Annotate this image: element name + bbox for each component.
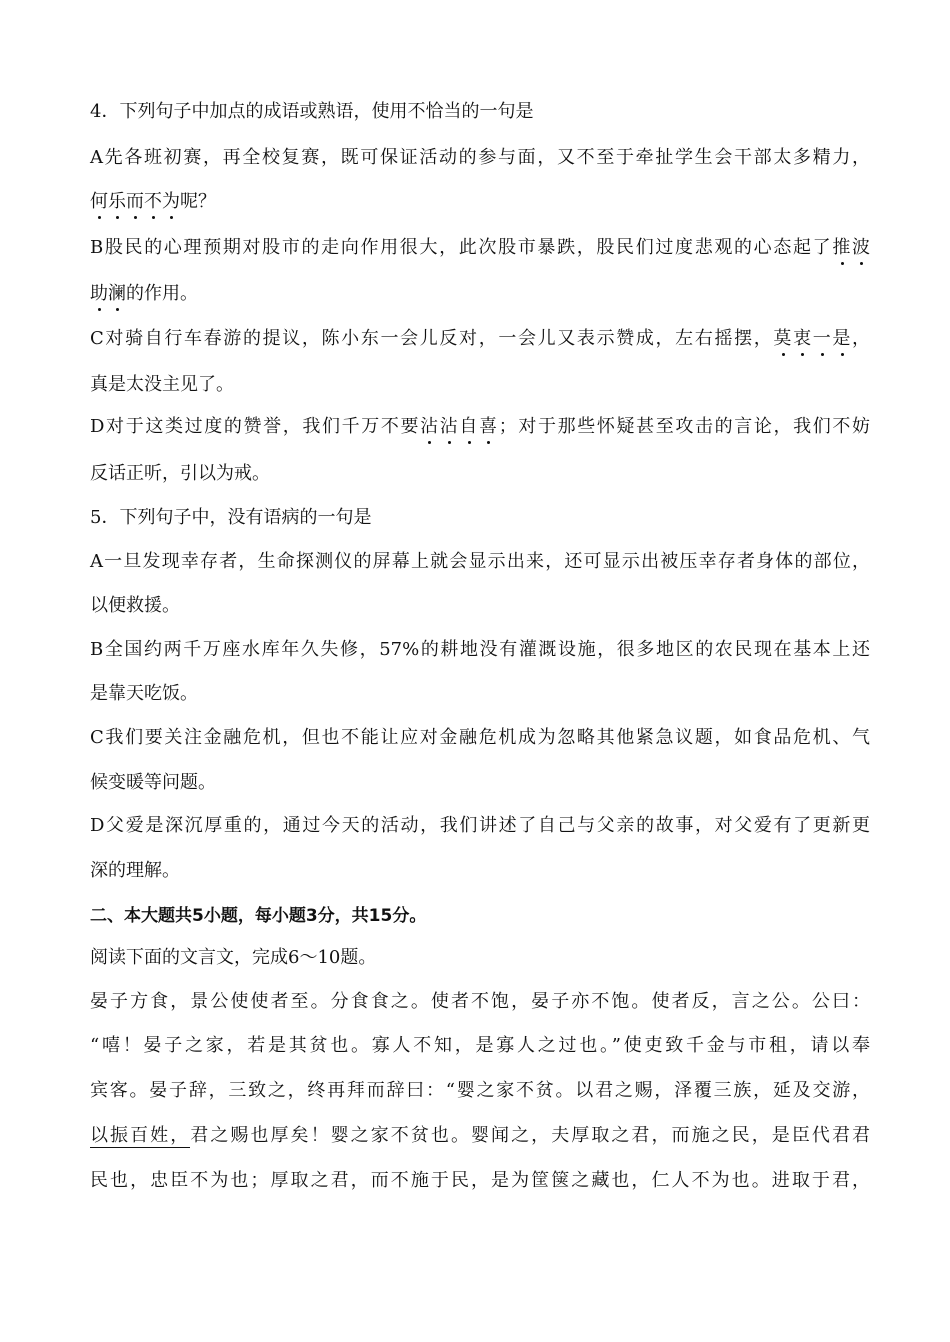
emphasis-dotted-char: 喜 <box>479 416 499 437</box>
passage-line-1: 晏子方食，景公使使者至。分食食之。使者不饱，晏子亦不饱。使者反，言之公。公曰： <box>90 991 870 1012</box>
q4-option-a-dotted-idiom <box>90 191 180 212</box>
q4-option-d-dotted-idiom <box>420 416 499 437</box>
emphasis-dotted-char: 莫 <box>773 328 794 349</box>
section2-instruction: 阅读下面的文言文，完成6～10题。 <box>90 947 377 968</box>
emphasis-dotted-char: 一 <box>812 328 833 349</box>
q5-option-a-line1: A一旦发现幸存者，生命探测仪的屏幕上就会显示出来，还可显示出被压幸存者身体的部位， <box>90 551 870 572</box>
emphasis-dotted-char: 乐 <box>108 191 126 212</box>
q5-option-d-line1: D父爱是深沉厚重的，通过今天的活动，我们讲述了自己与父亲的故事，对父爱有了更新更 <box>90 815 870 836</box>
emphasis-dotted-char: 何 <box>90 191 108 212</box>
passage-line-2: “嘻！晏子之家，若是其贫也。寡人不知，是寡人之过也。”使吏致千金与市租，请以奉 <box>90 1035 870 1056</box>
q4-option-c-comma: ， <box>852 328 871 349</box>
q4-option-d-line2: 反话正听，引以为戒。 <box>90 463 270 484</box>
passage-underlined-phrase: 以振百姓， <box>90 1125 191 1146</box>
passage-line-3: 宾客。晏子辞，三致之，终再拜而辞曰：“婴之家不贫。以君之赐，泽覆三族，延及交游， <box>90 1080 870 1101</box>
emphasis-dotted-char: 沾 <box>439 416 460 437</box>
q4-stem: 4．下列句子中加点的成语或熟语，使用不恰当的一句是 <box>90 101 534 122</box>
passage-line-4 <box>90 1124 870 1148</box>
q5-stem: 5．下列句子中，没有语病的一句是 <box>90 507 372 528</box>
q5-option-c-line1: C我们要关注金融危机，但也不能让应对金融危机成为忽略其他紧急议题，如食品危机、气 <box>90 727 870 748</box>
q4-option-b-line1 <box>90 236 870 260</box>
section2-heading: 二、本大题共5小题，每小题3分，共15分。 <box>90 906 427 926</box>
passage-line-5: 民也，忠臣不为也；厚取之君，而不施于民，是为筐箧之藏也，仁人不为也。进取于君， <box>90 1170 870 1191</box>
q4-option-d-text: D对于这类过度的赞誉，我们千万不要 <box>90 416 421 437</box>
q4-option-a-line2 <box>90 190 870 214</box>
q4-option-b-dotted-idiom-part2 <box>90 283 126 304</box>
emphasis-dotted-char: 波 <box>852 237 870 258</box>
emphasis-dotted-char: 是 <box>832 328 853 349</box>
q4-option-c-line2: 真是太没主见了。 <box>90 374 234 395</box>
q5-option-a-line2: 以便救援。 <box>90 595 180 616</box>
emphasis-dotted-char: 不 <box>144 191 162 212</box>
q5-option-c-line2: 候变暖等问题。 <box>90 772 216 793</box>
emphasis-dotted-char: 沾 <box>420 416 440 437</box>
q4-option-b-tail: 的作用。 <box>126 283 198 304</box>
passage-line-4-rest: 君之赐也厚矣！婴之家不贫也。婴闻之，夫厚取之君，而施之民，是臣代君君 <box>190 1125 870 1146</box>
q4-option-a-tail: 呢？ <box>180 191 216 212</box>
emphasis-dotted-char: 助 <box>90 283 108 304</box>
q5-option-b-line1: B全国约两千万座水库年久失修，57%的耕地没有灌溉设施，很多地区的农民现在基本上还 <box>90 639 870 660</box>
q4-option-c-line1 <box>90 327 870 351</box>
emphasis-dotted-char: 推 <box>832 237 852 258</box>
emphasis-dotted-char: 为 <box>162 191 180 212</box>
q4-option-b-dotted-idiom-part1 <box>832 237 870 258</box>
q4-option-d-line1 <box>90 415 870 439</box>
emphasis-dotted-char: 自 <box>459 416 480 437</box>
emphasis-dotted-char: 而 <box>126 191 144 212</box>
q4-option-a-line1: A先各班初赛，再全校复赛，既可保证活动的参与面，又不至于牵扯学生会干部太多精力， <box>90 147 870 168</box>
q4-option-d-tail: ；对于那些怀疑甚至攻击的言论，我们不妨 <box>498 416 871 437</box>
q5-option-b-line2: 是靠天吃饭。 <box>90 683 198 704</box>
q4-option-b-line2 <box>90 282 870 306</box>
emphasis-dotted-char: 衷 <box>793 328 813 349</box>
q5-option-d-line2: 深的理解。 <box>90 860 180 881</box>
q4-option-c-dotted-idiom <box>773 328 852 349</box>
q4-option-c-text: C对骑自行车春游的提议，陈小东一会儿反对，一会儿又表示赞成，左右摇摆， <box>90 328 774 349</box>
emphasis-dotted-char: 澜 <box>108 283 126 304</box>
q4-option-b-text: B股民的心理预期对股市的走向作用很大，此次股市暴跌，股民们过度悲观的心态起了 <box>90 237 833 258</box>
